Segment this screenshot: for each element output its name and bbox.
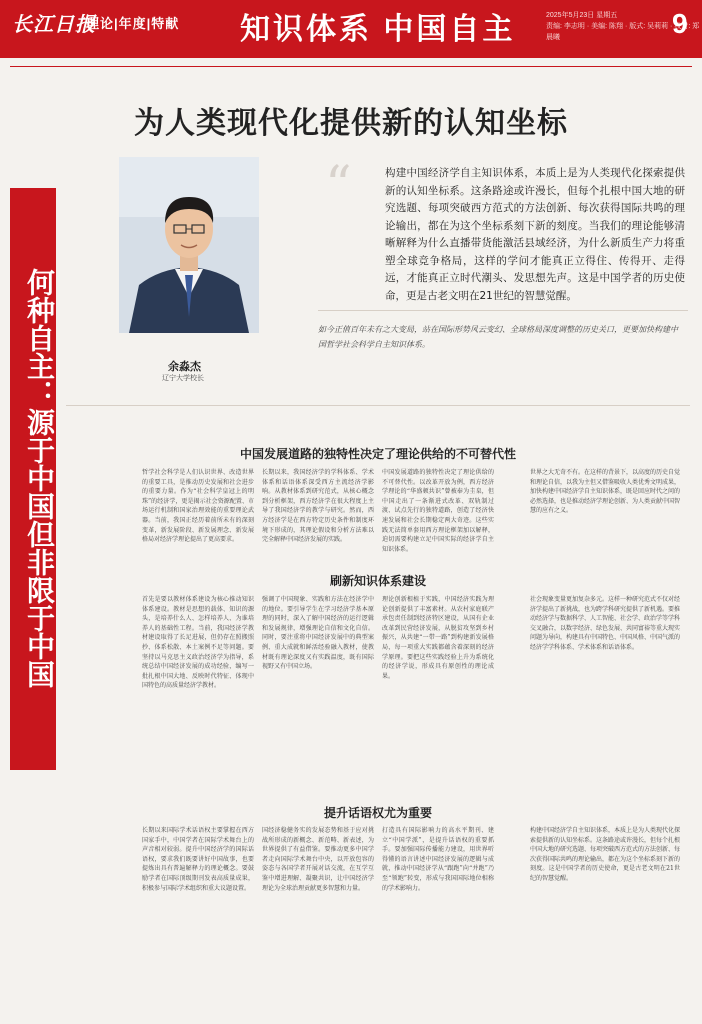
issue-date: 2025年5月23日 星期五 bbox=[546, 12, 618, 19]
section-heading-2: 刷新知识体系建设 bbox=[329, 574, 426, 588]
author-portrait bbox=[119, 157, 259, 333]
article-headline: 为人类现代化提供新的认知坐标 bbox=[134, 107, 568, 140]
quote-mark-icon: “ bbox=[325, 156, 352, 216]
article-summary: 如今正值百年未有之大变局，站在国际形势风云变幻、全球格局深度调整的历史关口，更要加快构建中国哲学社会科学自主知识体系。 bbox=[318, 325, 678, 349]
page-number: 9 bbox=[672, 8, 688, 39]
section1-column-2: 长期以来，我国经济学的学科体系、学术体系和话语体系深受西方主流经济学影响。从教材体系到研究范式，从核心概念到分析框架，西方经济学在很大程度上主导了我国经济学的教学与研究。然而，西方经济学是在西方特定历史条件和制度环境下形成的，其理论假设和分析方法难以完全解释中国经济发展的实践。 bbox=[262, 469, 374, 544]
section-heading-1: 中国发展道路的独特性决定了理论供给的不可替代性 bbox=[239, 447, 516, 461]
section3-column-4: 构建中国经济学自主知识体系，本质上是为人类现代化探索提供新的认知坐标系。这条路途或许漫长，但每个扎根中国大地的研究选题、每项突破西方范式的方法创新、每次获得国际共鸣的理论输出，都在为这个坐标系刻下新的刻度。这是中国学者的历史使命，更是古老文明在21世纪的智慧觉醒。 bbox=[530, 827, 680, 882]
newspaper-masthead: 长江日报 bbox=[12, 12, 96, 36]
section-tags: 理论|年度|特献 bbox=[86, 16, 180, 31]
pull-quote: 构建中国经济学自主知识体系，本质上是为人类现代化探索提供新的认知坐标系。这条路途或许漫长，但每个扎根中国大地的研究选题、每项突破西方范式的方法创新、每次获得国际共鸣的理论输出，都在为这个坐标系刻下新的刻度。当我们的理论能够清晰解释为什么直播带货能激活县域经济，为什么新质生产力将重塑全球竞争格局，这样的学问才能真正立得住、传得开、走得远，才能真正立时代潮头、发思想先声。这是中国学者的历史使命，更是古老文明在21世纪的智慧觉醒。 bbox=[385, 167, 685, 302]
section2-column-1: 首先是要以教材体系建设为核心推动知识体系建设。教材是思想的载体、知识的源头，是培养什么人、怎样培养人、为谁培养人的基础性工程。当前，我国经济学教材建设取得了长足进展，但仍存在照搬照抄、体系松散、本土案例不足等问题。要坚持以马克思主义政治经济学为指导，系统总结中国经济发展的成功经验，编写一批扎根中国大地、反映时代特征、体现中国特色的高质量经济学教材。 bbox=[142, 596, 254, 690]
column-title: 知识体系 中国自主 bbox=[240, 13, 516, 46]
section1-column-1: 哲学社会科学是人们认识世界、改造世界的重要工具，是推动历史发展和社会进步的重要力量。作为“社会科学皇冠上的明珠”的经济学，更是揭示社会资源配置、市场运行机制和国家治理效能的重要理论武器。当前，我国正经历着前所未有的深刻变革，新发展阶段、新发展理念、新发展格局对经济学理论提出了更高要求。 bbox=[142, 469, 254, 544]
section2-column-4: 社会现象变量更加复杂多元。这样一种研究范式不仅对经济学提出了新挑战，也为跨学科研究提供了新机遇。要推动经济学与数据科学、人工智能、社会学、政治学等学科交叉融合，以数字经济、绿色发展、共同富裕等重大现实问题为导向，构建具有中国特色、中国风格、中国气派的经济学学科体系、学术体系和话语体系。 bbox=[530, 596, 680, 651]
author-title: 辽宁大学校长 bbox=[162, 374, 204, 382]
side-banner-title: 何种自主：源于中国但非限于中国 bbox=[23, 268, 56, 688]
section1-column-4: 世界之大无奇不有。在这样的背景下，以高度的历史自觉和理论自信，以我为主但又借鉴吸收人类优秀文明成果，加快构建中国经济学自主知识体系，既是回应时代之问的必然选择，也是推动经济学理论创新、为人类贡献中国智慧的应有之义。 bbox=[530, 469, 680, 515]
editor-credits: 责编: 李志明 · 美编: 陈翔 · 版式: 吴莉莉 · 校对: 郑晨曦 bbox=[546, 23, 700, 41]
author-portrait-illustration bbox=[119, 157, 259, 333]
page-header bbox=[0, 0, 702, 58]
top-divider bbox=[10, 66, 692, 67]
section2-column-2: 强调了中国现象、实践和方法在经济学中的地位。要引导学生在学习经济学基本原理的同时，深入了解中国经济的运行逻辑和发展规律，增强理论自信和文化自信。同时，要注重将中国经济发展中的典型案例、重大成就和鲜活经验融入教材，使教材既有理论深度又有实践温度，既有国际视野又有中国立场。 bbox=[262, 596, 374, 671]
section-heading-3: 提升话语权尤为重要 bbox=[323, 806, 432, 820]
quote-divider bbox=[318, 310, 688, 311]
author-name: 余淼杰 bbox=[168, 360, 201, 373]
section3-column-1: 长期以来国际学术话语权主要掌握在西方国家手中，中国学者在国际学术舞台上的声音相对较弱。提升中国经济学的国际话语权，要求我们既要讲好中国故事，也要提炼出具有普遍解释力的理论概念。要鼓励学者在国际顶级期刊发表高质量成果，积极参与国际学术组织和重大议题设置。 bbox=[142, 827, 254, 892]
section3-column-2: 国经济稳健务实的发展态势和基于应对挑战所形成的新概念、新范畴、新表述，为世界提供了有益借鉴。要推动更多中国学者走向国际学术舞台中央，以开放包容的姿态与各国学者开展对话交流，在互学互鉴中增进理解、凝聚共识，让中国经济学理论为全球治理贡献更多智慧和力量。 bbox=[262, 827, 374, 892]
side-banner bbox=[10, 188, 56, 770]
section1-column-3: 中国发展道路的独特性决定了理论供给的不可替代性。以改革开放为例，西方经济学理论的“华盛顿共识”曾被奉为圭臬，但中国走出了一条渐进式改革、双轨制过渡、试点先行的独特道路，创造了经济快速发展和社会长期稳定两大奇迹。这些实践无法简单套用西方理论框架加以解释，迫切需要构建立足中国实际的经济学自主知识体系。 bbox=[382, 469, 494, 553]
section2-column-3: 理论创新根植于实践，中国经济实践为理论创新提供了丰富素材。从农村家庭联产承包责任制到经济特区建设，从国有企业改革到民营经济发展，从脱贫攻坚到乡村振兴，从共建“一带一路”到构建新发展格局，每一项重大实践都蕴含着深刻的经济学原理。要把这些实践经验上升为系统化的经济学说，形成具有原创性的理论成果。 bbox=[382, 596, 494, 680]
section3-column-3: 打造具有国际影响力的高水平期刊、建立“中国学派”，是提升话语权的重要抓手。要加强国际传播能力建设，用世界听得懂的语言讲述中国经济发展的逻辑与成就，推动中国经济学从“跟跑”向“并跑”乃至“领跑”转变，形成与我国国际地位相称的学术影响力。 bbox=[382, 827, 494, 892]
intro-divider bbox=[66, 405, 690, 406]
